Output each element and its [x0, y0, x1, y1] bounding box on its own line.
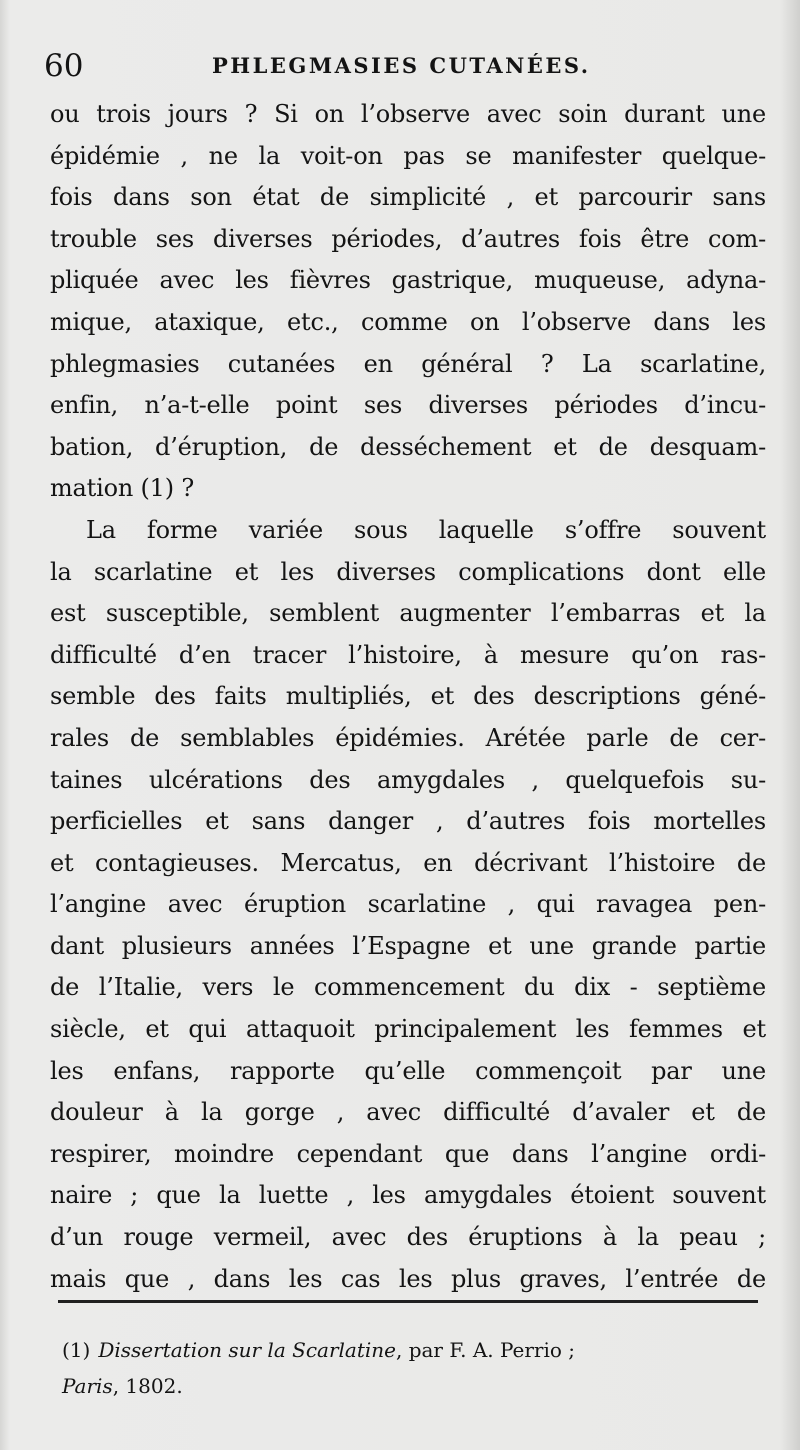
text-line: les enfans, rapporte qu’elle commençoit par une: [50, 1056, 766, 1085]
text-line: épidémie , ne la voit-on pas se manifester quelque-: [50, 141, 766, 170]
text-line: perficielles et sans danger , d’autres fois mortelles: [50, 807, 766, 836]
text-line: taines ulcérations des amygdales , quelquefois su-: [50, 765, 766, 794]
text-line: d’un rouge vermeil, avec des éruptions à la peau ;: [50, 1223, 766, 1252]
footnote-place: Paris: [62, 1374, 113, 1398]
text-line: douleur à la gorge , avec difficulté d’avaler et de: [50, 1098, 766, 1127]
page-header: [44, 42, 744, 90]
page-number: 60: [44, 48, 84, 84]
text-line: enfin, n’a-t-elle point ses diverses périodes d’incu-: [50, 391, 766, 420]
text-line: dant plusieurs années l’Espagne et une grande partie: [50, 931, 766, 960]
text-line: et contagieuses. Mercatus, en décrivant l’histoire de: [50, 848, 766, 877]
footnote-mark: (1): [62, 1338, 91, 1362]
running-title: PHLEGMASIES CUTANÉES.: [212, 53, 591, 78]
text-line: est susceptible, semblent augmenter l’embarras et la: [50, 599, 766, 628]
text-line: siècle, et qui attaquoit principalement les femmes et: [50, 1015, 766, 1044]
footnote-line: [62, 1332, 762, 1368]
text-line: semble des faits multipliés, et des descriptions géné-: [50, 682, 766, 711]
text-line: fois dans son état de simplicité , et parcourir sans: [50, 183, 766, 212]
text-line: rales de semblables épidémies. Arétée parle de cer-: [50, 723, 766, 752]
footnote-title: Dissertation sur la Scarlatine: [98, 1338, 396, 1362]
text-line: l’angine avec éruption scarlatine , qui ravagea pen-: [50, 890, 766, 919]
text-line: bation, d’éruption, de desséchement et de desquam-: [50, 432, 766, 461]
text-line: mique, ataxique, etc., comme on l’observe dans les: [50, 307, 766, 336]
text-line: de l’Italie, vers le commencement du dix - septième: [50, 973, 766, 1002]
text-line: pliquée avec les fièvres gastrique, muqueuse, adyna-: [50, 266, 766, 295]
text-line: mais que , dans les cas les plus graves, l’entrée de: [50, 1264, 766, 1293]
text-line: mation (1) ?: [50, 474, 195, 503]
text-line: La forme variée sous laquelle s’offre souvent: [86, 515, 766, 544]
body-text: [50, 94, 766, 1300]
text-line: difficulté d’en tracer l’histoire, à mesure qu’on ras-: [50, 640, 766, 669]
text-line: respirer, moindre cependant que dans l’angine ordi-: [50, 1139, 766, 1168]
text-line: la scarlatine et les diverses complications dont elle: [50, 557, 766, 586]
footnote-line: [62, 1368, 762, 1404]
text-line: trouble ses diverses périodes, d’autres fois être com-: [50, 224, 766, 253]
text-line: phlegmasies cutanées en général ? La scarlatine,: [50, 349, 766, 378]
footnote-author: , par F. A. Perrio ;: [395, 1338, 576, 1362]
footnote: [62, 1332, 762, 1404]
text-line: naire ; que la luette , les amygdales étoient souvent: [50, 1181, 766, 1210]
footnote-year: , 1802.: [112, 1374, 183, 1398]
text-line: ou trois jours ? Si on l’observe avec soin durant une: [50, 100, 766, 128]
footnote-rule: [58, 1300, 758, 1303]
